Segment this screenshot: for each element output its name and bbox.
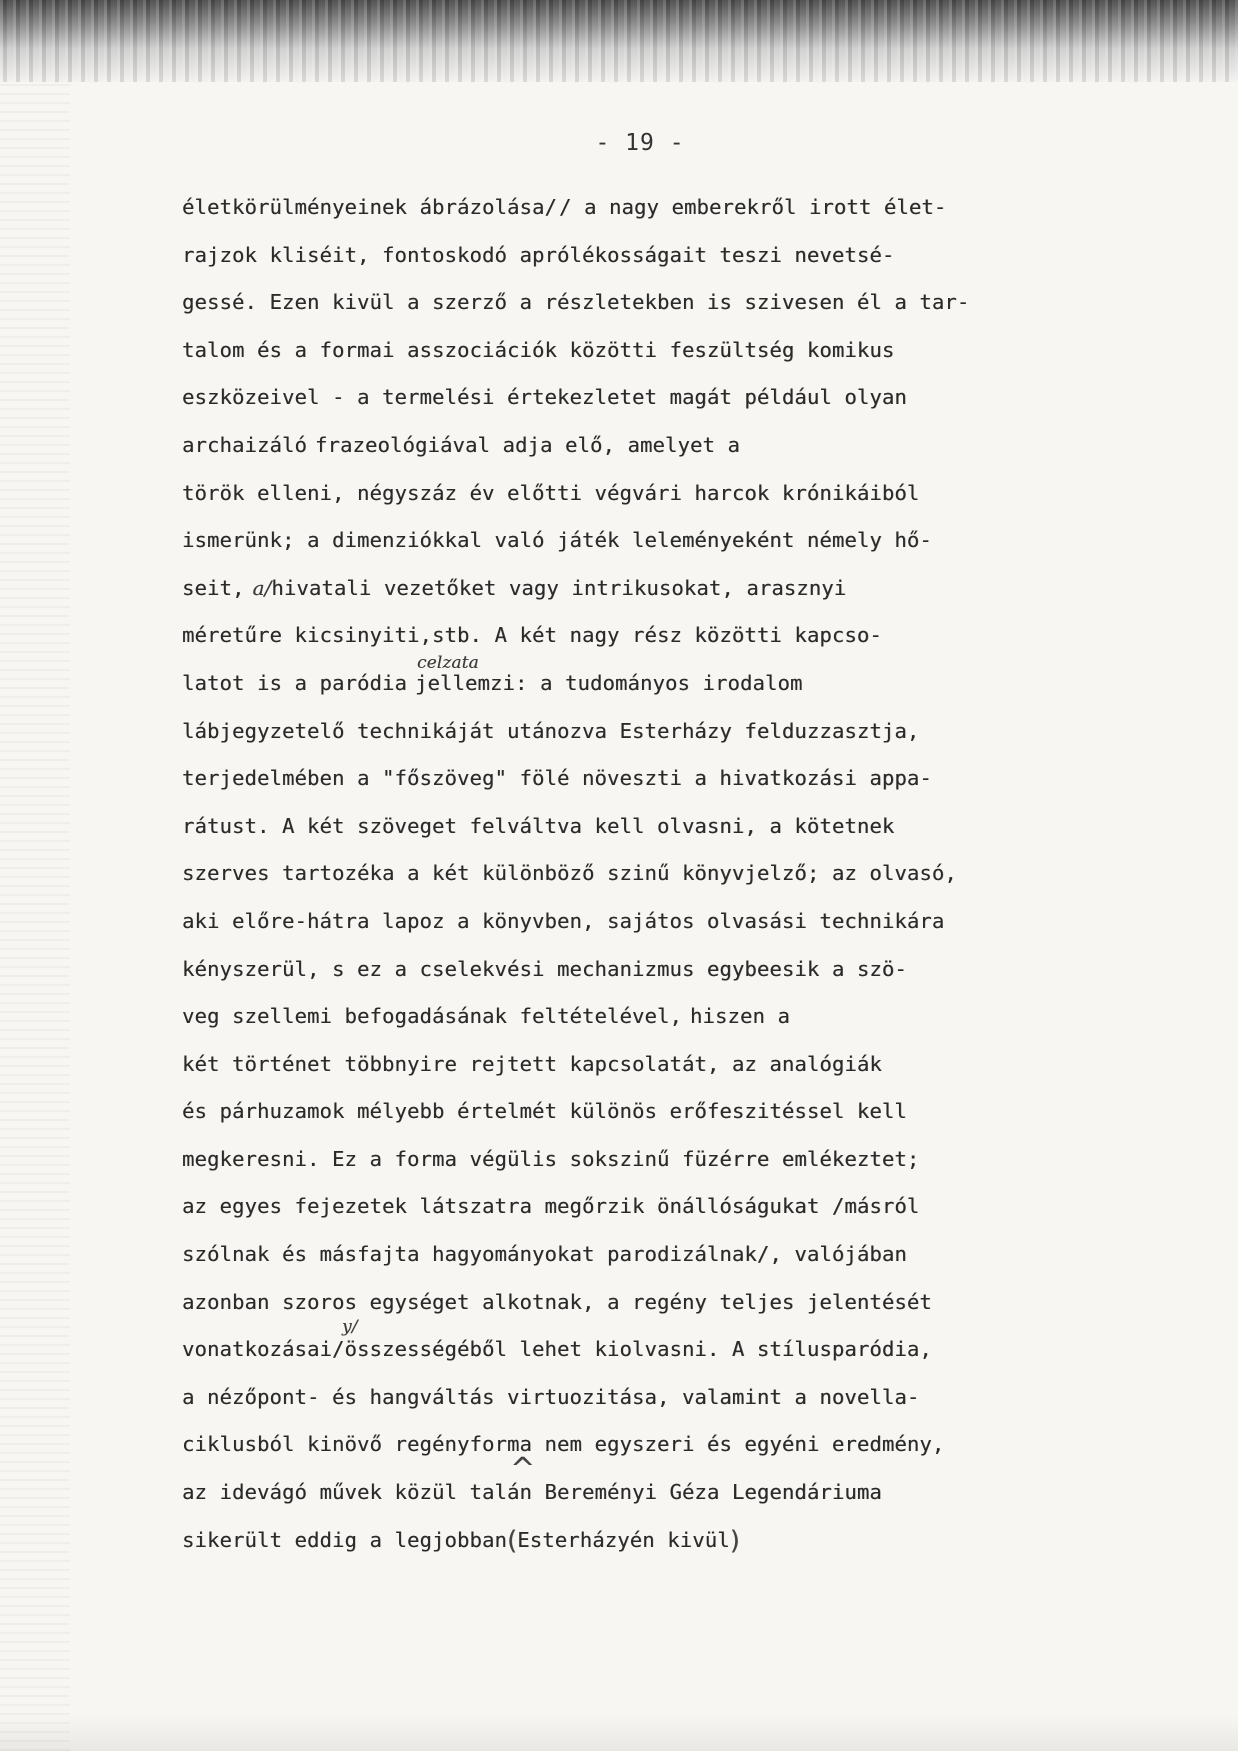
text-line: talom és a formai asszociációk közötti feszültség komikus (182, 337, 895, 362)
text-line: az egyes fejezetek látszatra megőrzik önállóságukat /másról (182, 1194, 920, 1219)
text-line: és párhuzamok mélyebb értelmét különös erőfeszitéssel kell (182, 1099, 907, 1124)
text-line: a nézőpont- és hangváltás virtuozitása, valamint a novella- (182, 1384, 920, 1409)
text-line: archaizáló frazeológiával adja elő, amelyet a (182, 432, 740, 457)
text-line: az idevágó művek közül talán Bereményi Géza Legendáriuma ^ (182, 1452, 882, 1505)
text-line: ciklusból kinövő regényforma nem egyszeri és egyéni eredmény, (182, 1432, 945, 1457)
text-line: gessé. Ezen kivül a szerző a részletekben is szivesen él a tar- (182, 290, 970, 315)
text-line: azonban szoros egységet alkotnak, a regény teljes jelentését (182, 1289, 932, 1314)
text-line: veg szellemi befogadásának feltételével, hiszen a (182, 1004, 790, 1029)
scan-artifact-bottom (0, 1715, 1238, 1751)
text-line: török elleni, négyszáz év előtti végvári harcok krónikáiból (182, 480, 920, 505)
page-number: - 19 - (595, 130, 685, 156)
text-line: kényszerül, s ez a cselekvési mechanizmus egybeesik a szö- (182, 956, 907, 981)
text-line: rajzok kliséit, fontoskodó aprólékosságait teszi nevetsé- (182, 242, 895, 267)
text-line: seit, a/hivatali vezetőket vagy intrikusokat, arasznyi (182, 575, 847, 600)
text-line: ismerünk; a dimenziókkal való játék leleményeként némely hő- (182, 528, 932, 553)
handwritten-insertion: celzata (417, 652, 479, 673)
text-line: méretűre kicsinyiti,stb. A két nagy rész közötti kapcso- (182, 623, 882, 648)
text-line: rátust. A két szöveget felváltva kell olvasni, a kötetnek (182, 813, 895, 838)
text-line: aki előre-hátra lapoz a könyvben, sajátos olvasási technikára (182, 908, 945, 933)
handwritten-correction: y/ (342, 1317, 358, 1338)
typewritten-text (182, 184, 1122, 1564)
text-line: latot is a paródia jellemzi: a tudományos irodalom celzata (182, 660, 1122, 708)
scan-artifact-margin (0, 82, 70, 1751)
bracket-mark-icon: ) (729, 1525, 740, 1556)
text-line: terjedelmében a "főszöveg" fölé növeszti a hivatkozási appa- (182, 766, 932, 791)
text-line: életkörülményeinek ábrázolása// a nagy emberekről irott élet- (182, 195, 947, 219)
scan-artifact-band (0, 0, 1238, 82)
text-line: szólnak és másfajta hagyományokat parodizálnak/, valójában (182, 1242, 907, 1267)
bracket-mark-icon: ( (506, 1525, 518, 1556)
text-line: lábjegyzetelő technikáját utánozva Esterházy felduzzasztja, (182, 718, 920, 743)
text-line: vonatkozásai/összességéből lehet kiolvasni. A stílusparódia, y/ (182, 1326, 1122, 1374)
text-line: eszközeivel - a termelési értekezletet magát például olyan (182, 385, 907, 410)
insertion-caret-icon: ^ (510, 1452, 536, 1488)
text-line: két történet többnyire rejtett kapcsolatát, az analógiák (182, 1051, 882, 1076)
text-line: szerves tartozéka a két különböző szinű könyvjelző; az olvasó, (182, 861, 957, 886)
text-line: sikerült eddig a legjobban(Esterházyén kivül) (182, 1525, 740, 1556)
handwritten-insertion-mark: a/ (252, 575, 272, 600)
text-line: megkeresni. Ez a forma végülis sokszinű füzérre emlékeztet; (182, 1146, 920, 1171)
